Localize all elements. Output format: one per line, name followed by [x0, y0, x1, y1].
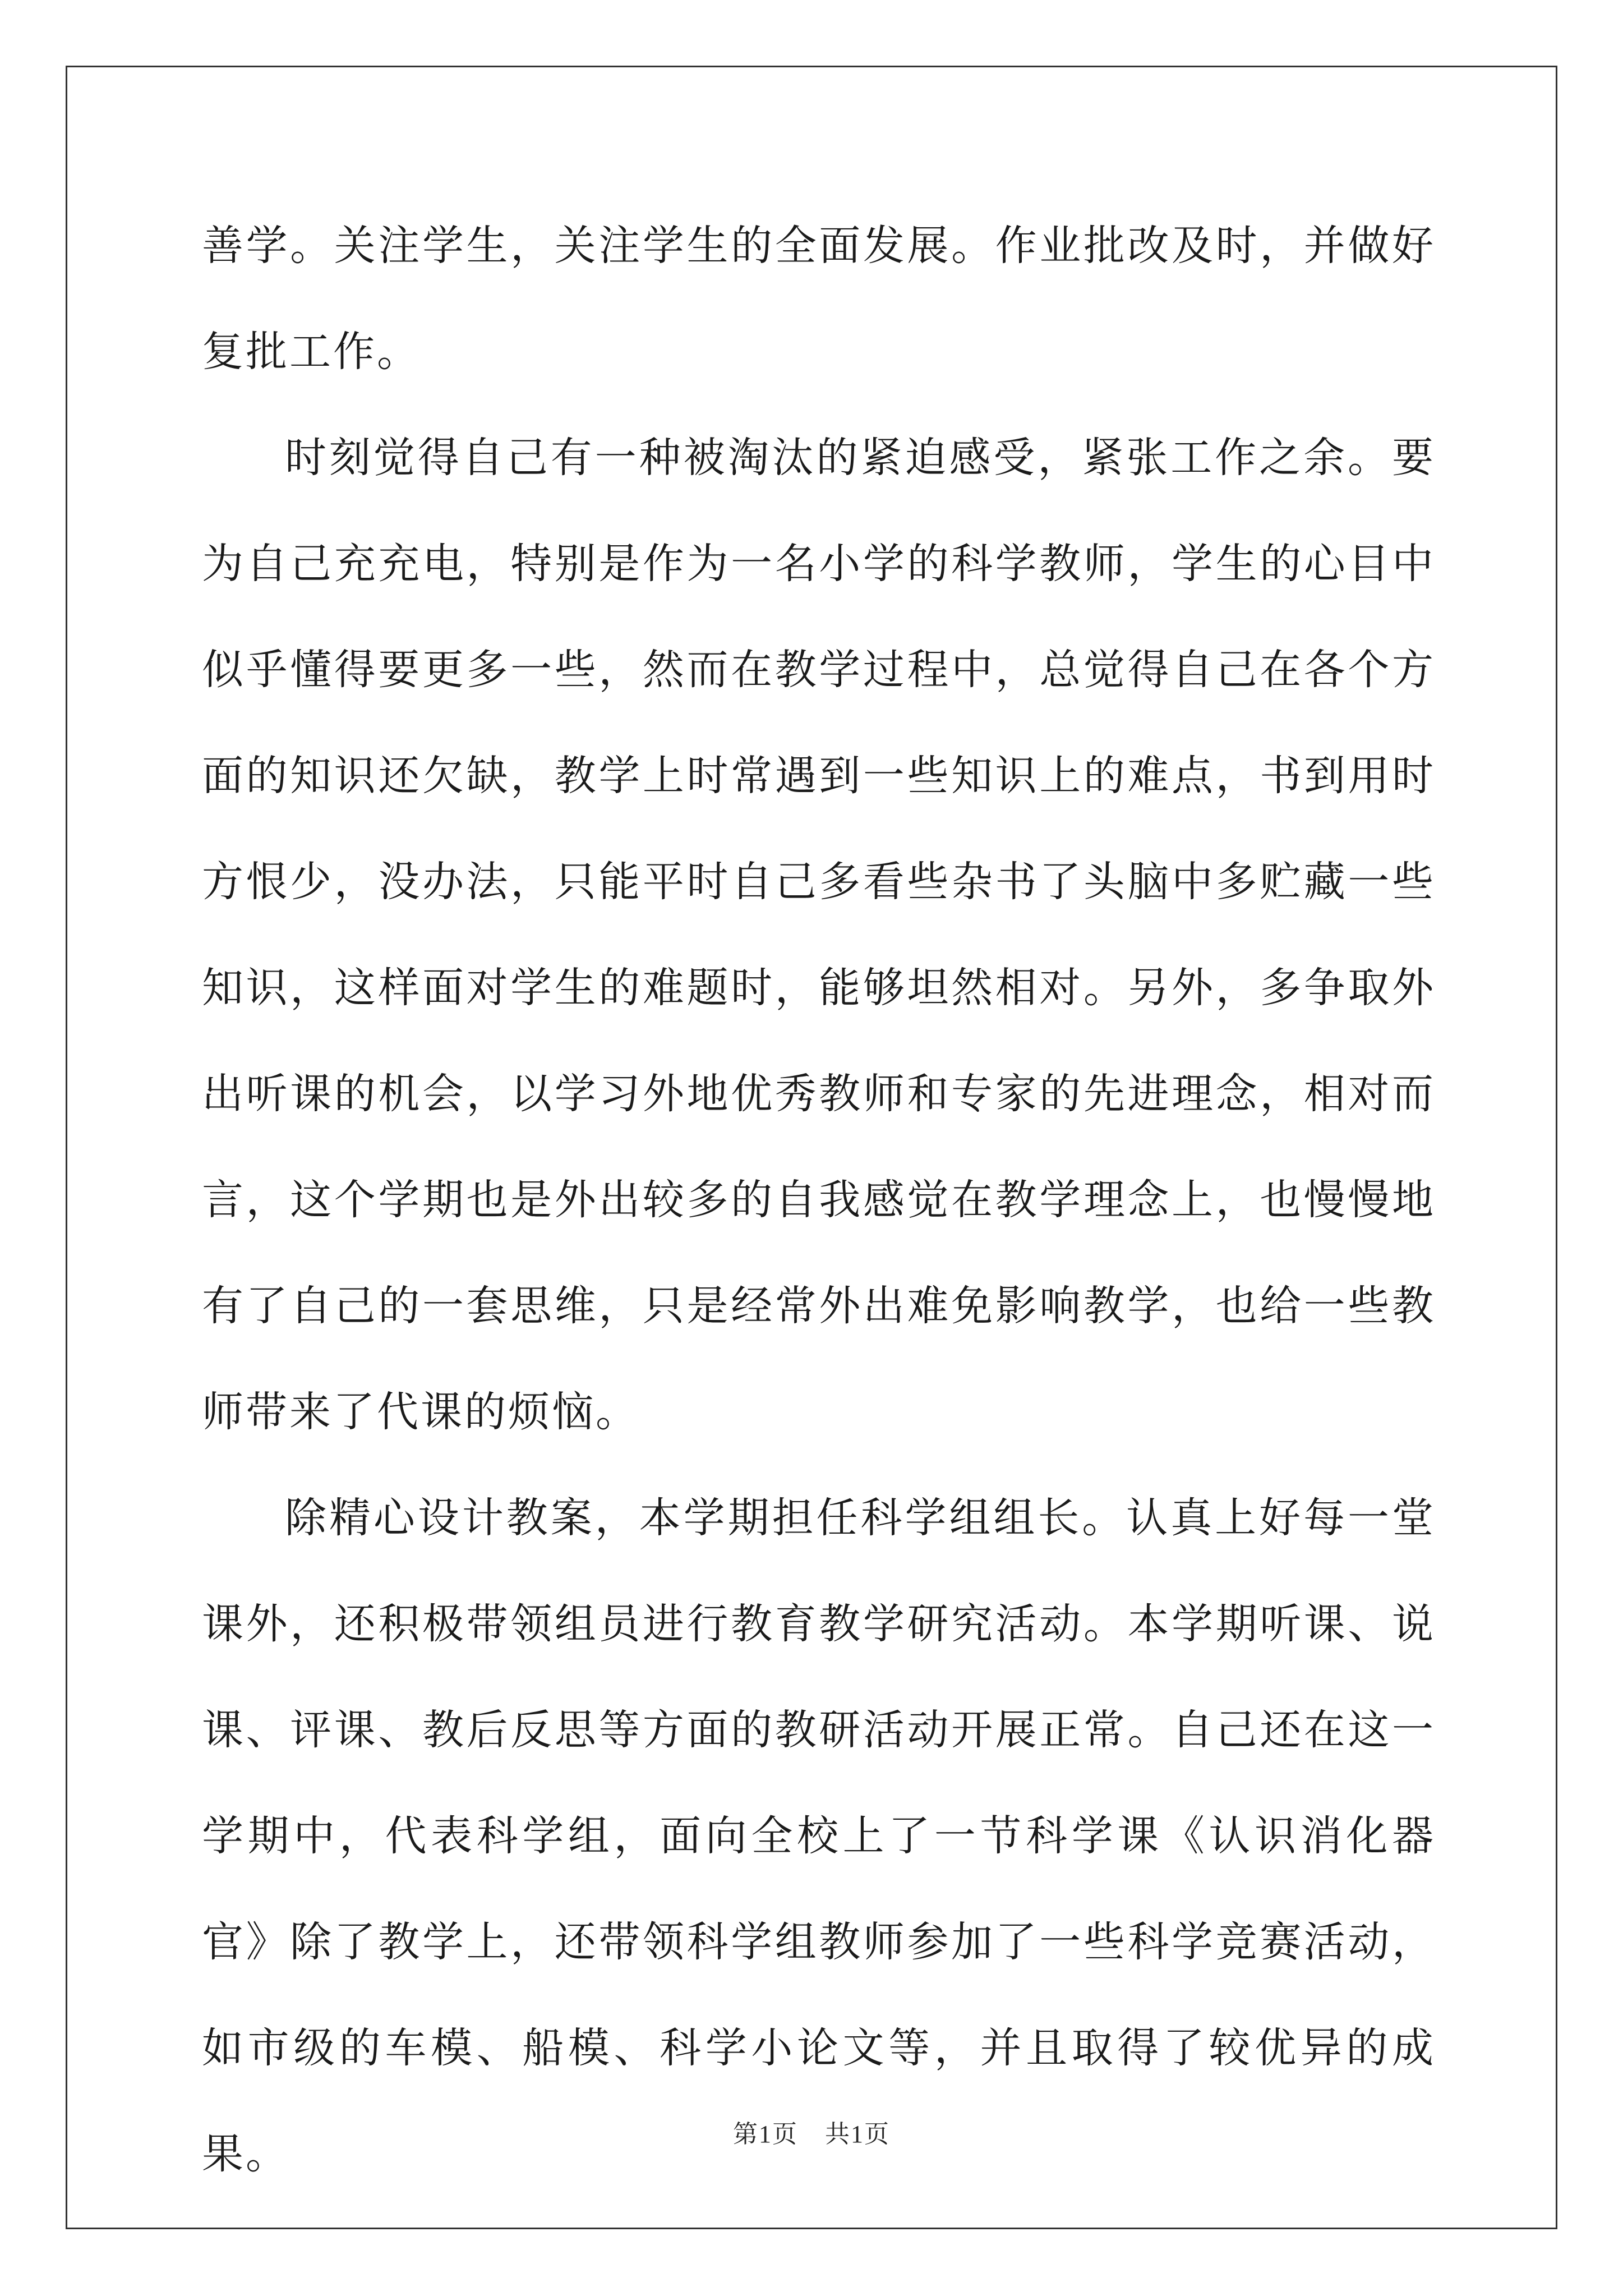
paragraph-1: 善学。关注学生，关注学生的全面发展。作业批改及时，并做好复批工作。	[202, 222, 1436, 376]
paragraph-3: 除精心设计教案，本学期担任科学组组长。认真上好每一堂课外，还积极带领组员进行教育教学研究活动。本学期听课、说课、评课、教后反思等方面的教研活动开展正常。自己还在这一学期中，代表科学组，面向全校上了一节科学课《认识消化器官》除了教学上，还带领科学组教师参加了一些科学竞赛活动，如市级的车模、船模、科学小论文等，并且取得了较优异的成果。	[202, 1494, 1436, 2178]
page-number-total: 共1页	[825, 2120, 890, 2148]
document-body	[202, 210, 1436, 2207]
page-footer	[0, 2114, 1623, 2150]
paragraph-2: 时刻觉得自己有一种被淘汰的紧迫感受，紧张工作之余。要为自己充充电，特别是作为一名小学的科学教师，学生的心目中似乎懂得要更多一些，然而在教学过程中，总觉得自己在各个方面的知识还欠缺，教学上时常遇到一些知识上的难点，书到用时方恨少，没办法，只能平时自己多看些杂书了头脑中多贮藏一些知识，这样面对学生的难题时，能够坦然相对。另外，多争取外出听课的机会，以学习外地优秀教师和专家的先进理念，相对而言，这个学期也是外出较多的自我感觉在教学理念上，也慢慢地有了自己的一套思维，只是经常外出难免影响教学，也给一些教师带来了代课的烦恼。	[202, 434, 1436, 1436]
page-number-current: 第1页	[733, 2120, 798, 2148]
